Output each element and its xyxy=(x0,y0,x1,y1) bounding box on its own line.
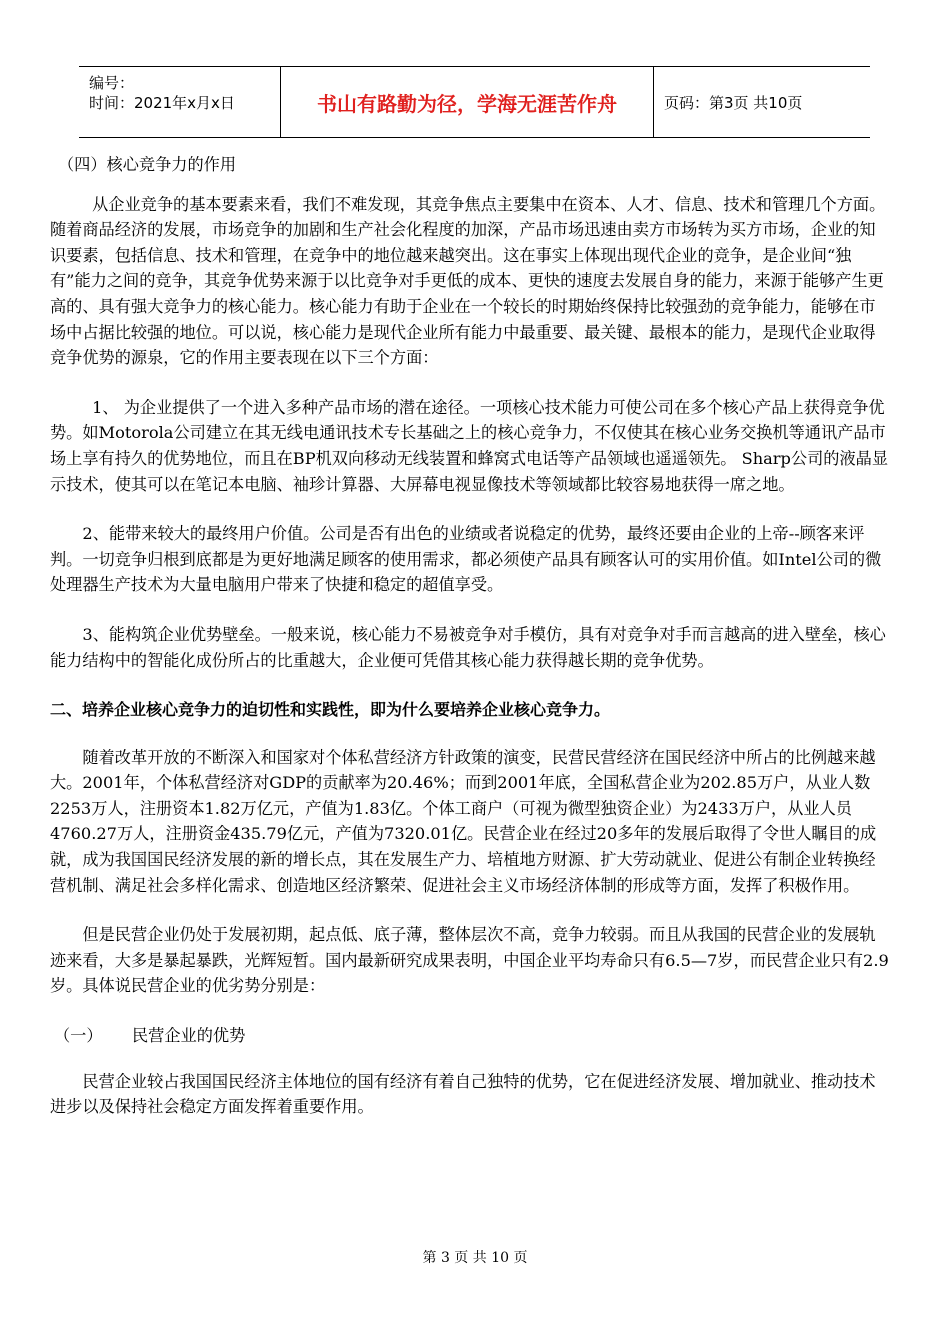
subsection-title: 民营企业的优势 xyxy=(132,1026,246,1046)
paragraph: 但是民营企业仍处于发展初期，起点低、底子薄，整体层次不高，竞争力较弱。而且从我国的民营企业的发展轨迹来看，大多是暴起暴跌，光辉短暂。国内最新研究成果表明，中国企业平均寿命只有6.5—7岁，而民营企业只有2.9岁。具体说民营企业的优劣势分别是： xyxy=(50,925,889,996)
page-footer: 第 3 页 共 10 页 xyxy=(422,1250,528,1266)
paragraph: 随着改革开放的不断深入和国家对个体私营经济方针政策的演变，民营民营经济在国民经济中所占的比例越来越大。2001年，个体私营经济对GDP的贡献率为20.46%；而到2001年底，全国私营企业为202.85万户，从业人数2253万人，注册资本1.82万亿元，产值为1.83亿。个体工商户（可视为微型独资企业）为2433万户，从业人员4760.27万人，注册资金435.79亿元，产值为7320.01亿。民营企业在经过20多年的发展后取得了令世人瞩目的成就，成为我国国民经济发展的新的增长点，其在发展生产力、培植地方财源、扩大劳动就业、促进公有制企业转换经营机制、满足社会多样化需求、创造地区经济繁荣、促进社会主义市场经济体制的形成等方面，发挥了积极作用。 xyxy=(50,747,877,895)
document-header xyxy=(79,66,870,138)
list-item: 2、能带来较大的最终用户价值。公司是否有出色的业绩或者说稳定的优势，最终还要由企业的上帝--顾客来评判。一切竞争归根到底都是为更好地满足顾客的使用需求，都必须使产品具有顾客认可的实用价值。如Intel公司的微处理器生产技术为大量电脑用户带来了快捷和稳定的超值享受。 xyxy=(50,524,882,595)
paragraph: 从企业竞争的基本要素来看，我们不难发现，其竞争焦点主要集中在资本、人才、信息、技术和管理几个方面。随着商品经济的发展，市场竞争的加剧和生产社会化程度的加深，产品市场迅速由卖方市场转为买方市场，企业的知识要素，包括信息、技术和管理，在竞争中的地位越来越突出。这在事实上体现出现代企业的竞争，是企业间“独有”能力之间的竞争，其竞争优势来源于以比竞争对手更低的成本、更快的速度去发展自身的能力，来源于能够产生更高的、具有强大竞争力的核心能力。核心能力有助于企业在一个较长的时期始终保持比较强劲的竞争能力，能够在市场中占据比较强的地位。可以说，核心能力是现代企业所有能力中最重要、最关键、最根本的能力，是现代企业取得竞争优势的源泉，它的作用主要表现在以下三个方面： xyxy=(50,194,886,368)
subsection-heading xyxy=(50,1023,890,1049)
number-label: 编号： xyxy=(89,74,135,92)
header-motto: 书山有路勤为径，学海无涯苦作舟 xyxy=(281,67,654,137)
paragraph: 民营企业较占我国国民经济主体地位的国有经济有着自己独特的优势，它在促进经济发展、增加就业、推动技术进步以及保持社会稳定方面发挥着重要作用。 xyxy=(50,1071,876,1117)
document-body xyxy=(50,152,890,1144)
time-label: 时间：2021年x月x日 xyxy=(89,94,235,112)
header-meta xyxy=(79,67,281,137)
section-heading: （四）核心竞争力的作用 xyxy=(58,155,237,174)
list-item: 1、 为企业提供了一个进入多种产品市场的潜在途径。一项核心技术能力可使公司在多个核心产品上获得竞争优势。如Motorola公司建立在其无线电通讯技术专长基础之上的核心竞争力，不仅使其在核心业务交换机等通讯产品市场上享有持久的优势地位，而且在BP机双向移动无线装置和蜂窝式电话等产品领域也遥遥领先。 Sharp公司的液晶显示技术，使其可以在笔记本电脑、袖珍计算器、大屏幕电视显像技术等领域都比较容易地获得一席之地。 xyxy=(50,397,889,494)
header-page-info: 页码：第3页 共10页 xyxy=(664,93,803,112)
subsection-number: （一） xyxy=(54,1026,103,1046)
list-item: 3、能构筑企业优势壁垒。一般来说，核心能力不易被竞争对手模仿，具有对竞争对手而言越高的进入壁垒，核心能力结构中的智能化成份所占的比重越大，企业便可凭借其核心能力获得越长期的竞争优势。 xyxy=(50,624,886,670)
section-heading: 二、培养企业核心竞争力的迫切性和实践性，即为什么要培养企业核心竞争力。 xyxy=(50,700,611,720)
